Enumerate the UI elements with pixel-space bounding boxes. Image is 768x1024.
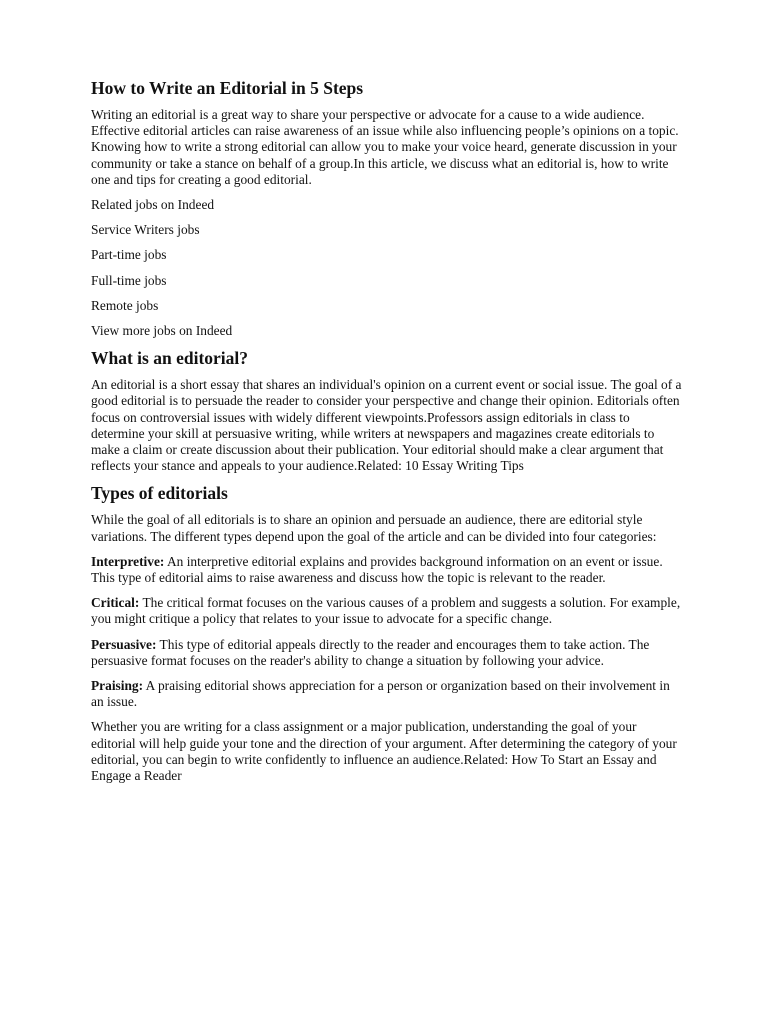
type-description: This type of editorial appeals directly to the reader and encourages them to take action. The persuasive format focuses on the reader's ability to change a situation by following your advice. [91,636,650,668]
type-term: Critical: [91,595,140,611]
section-paragraph-types-intro: While the goal of all editorials is to share an opinion and persuade an audience, there are editorial style variations. The different types depend upon the goal of the article and can be divided into four categories: [91,512,657,544]
related-job-link-full-time[interactable]: Full-time jobs [91,272,167,288]
type-description: A praising editorial shows appreciation for a person or organization based on their involvement in an issue. [91,678,670,710]
related-jobs-heading: Related jobs on Indeed [91,197,215,213]
section-heading-types: Types of editorials [91,483,228,504]
type-item-interpretive [91,554,683,586]
related-jobs-list [91,197,683,339]
document-page [91,78,683,793]
type-description: The critical format focuses on the various causes of a problem and suggests a solution. For example, you might critique a policy that relates to your issue to advocate for a specific change. [91,595,681,627]
related-job-link-service-writers[interactable]: Service Writers jobs [91,222,200,238]
type-term: Interpretive: [91,553,165,569]
type-item-praising [91,678,683,710]
related-job-link-remote[interactable]: Remote jobs [91,297,159,313]
section-paragraph-what-is-editorial: An editorial is a short essay that shares an individual's opinion on a current event or social issue. The goal of a good editorial is to persuade the reader to consider your perspective and change their opinion. Editorials often focus on controversial issues with widely different viewpoints.Professors assign editorials in class to determine your skill at persuasive writing, while writers at newspapers and magazines create editorials to make a claim or create discussion about their publication. Your editorial should make a clear argument that reflects your stance and appeals to your audience.Related: 10 Essay Writing Tips [91,377,682,474]
type-item-persuasive [91,637,683,669]
view-more-jobs-link[interactable]: View more jobs on Indeed [91,323,233,339]
related-job-link-part-time[interactable]: Part-time jobs [91,247,167,263]
section-paragraph-types-closing: Whether you are writing for a class assignment or a major publication, understanding the goal of your editorial will help guide your tone and the direction of your argument. After determining the category of your editorial, you can begin to write confidently to influence an audience.Related: How To Start an Essay and Engage a Reader [91,719,677,784]
type-description: An interpretive editorial explains and provides background information on an event or issue. This type of editorial aims to raise awareness and discuss how the topic is relevant to the reader. [91,553,663,586]
page-title: How to Write an Editorial in 5 Steps [91,78,364,98]
type-term: Praising: [91,678,144,694]
type-item-critical [91,595,683,627]
intro-paragraph: Writing an editorial is a great way to share your perspective or advocate for a cause to a wide audience. Effective editorial articles can raise awareness of an issue while also influencing people’s opinions on a topic. Knowing how to write a strong editorial can allow you to make your voice heard, generate discussion in your community or take a stance on behalf of a group.In this article, we discuss what an editorial is, how to write one and tips for creating a good editorial. [91,107,679,187]
type-term: Persuasive: [91,636,157,652]
section-heading-what-is-editorial: What is an editorial? [91,348,249,369]
